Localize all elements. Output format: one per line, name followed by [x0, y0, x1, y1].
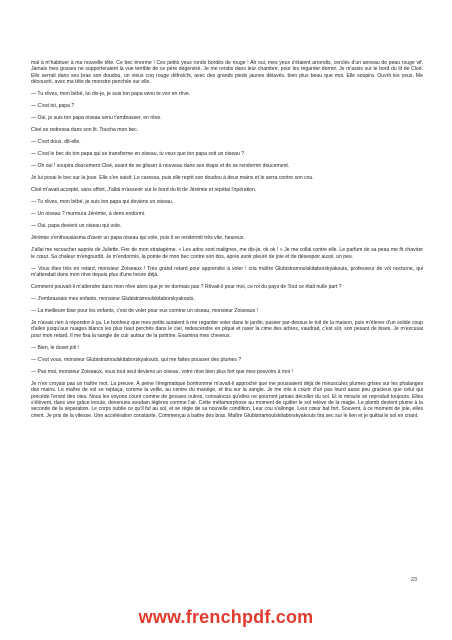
paragraph: — C'est vous, monsieur Glubistramoulskitaborskyakouts, qui me faites pousser des plumes ?	[31, 356, 242, 363]
paragraph: J'allai me recoucher auprès de Juliette. Fier de mon stratagème. « Les ados sont malignes, me dis-je, ok ok ! » Je me collai contre elle. Le parfum de sa peau me fit chavirer le cœur. Sa chaleur m'engourdit. Je m'endormis, la pointe de mon bec contre son dos, après avoir pleuré de joie et de désespoir aussi, un peu.	[31, 247, 423, 260]
paragraph: — C'est toi, papa ?	[31, 103, 75, 110]
paragraph: — Oui, papa devient un oiseau qui vole.	[31, 223, 122, 230]
paragraph: Je n'en croyais pas un traître mot. La preuve. À peine l'énigmatique bonhomme m'avait-il approché que me poussaient déjà de minuscules plumes grises sur les phalanges des mains. Le maître de vol se replaça, comme la veille, au centre du manège, et tira sur la sangle. Je me mis à courir d'un pas lourd aussi peu gracieux que celui qui précède l'envol des oies. Nous les voyons courir comme de grosses outres, convaincus qu'elles ne pourront jamais décoller du sol. Et le miracle se reproduit toujours. Elles s'élèvent, dans une grâce inouïe, devenues soudain légères comme l'air. Cette métamorphose au moment de quitter le sol relève de la magie. Le plomb devient plume à la seconde de la séparation. Le corps oublie ce qu'il fut au sol, et se règle de sa nouvelle condition. Leur cou s'allonge. Leur cœur bat fort. Souvent, à ce moment de joie, elles crient. Je pris de la vitesse. Une accélération constante. Commençai à battre des bras. Maître Glubistramoulskitaborskyakouts tira sec sur le lien et je quittai le sol en criant.	[31, 380, 423, 419]
paragraph: Jérémie s'enthousiasma d'avoir un papa oiseau qui vole, puis il se rendormit très vite, heureux.	[31, 235, 245, 242]
paragraph: — Oui, je suis ton papa oiseau venu t'embrasser, en rêve.	[31, 115, 162, 122]
paragraph: — Oh oui ! soupira doucement Cloé, avant de se glisser à nouveau dans ses draps et de se rendormir doucement.	[31, 163, 290, 170]
paragraph: Je lui posai le bec sur la joue. Elle s'en saisit. Le caressa, puis elle reprit son doudou à deux mains et le serra contre son cou.	[31, 175, 314, 182]
paragraph: — J'embrassais mes enfants, monsieur Glubistramoulskitaborskyakouts.	[31, 296, 195, 303]
paragraph: — C'est le bec de ton papa qui se transforme en oiseau, tu veux que ton papa soit un oiseau ?	[31, 151, 245, 158]
paragraph: Cloé se redressa dans son lit. Toucha mon bec.	[31, 127, 139, 134]
paragraph: Cloé m'avait accepté, sans effort. J'allai m'asseoir sur le bord du lit de Jérémie et répétai l'opération.	[31, 187, 257, 194]
paragraph: — Tu rêves, mon bébé, je suis ton papa qui deviens un oiseau.	[31, 199, 174, 206]
paragraph: — Vous êtes très en retard, monsieur Zoiseaux ! Très grand retard pour apprendre à voler ! cria maître Glubistramoulskitaborskyakouts, professeur de vol nocturne, qui m'attendait dans mon rêve depuis plus d'une heure déjà.	[31, 265, 423, 279]
document-body	[31, 60, 423, 425]
paragraph: mal à m'habituer à ma nouvelle tête. Ce bec énorme ! Ces petits yeux ronds bordés de rouge ! Ah oui, mes yeux s'étaient arrondis, cerclés d'un anneau de peau rouge vif. Jamais mes gosses ne supporteraient la vue terrible de ce père dégénéré. Je me rendis dans leur chambre, pour les regarder dormir. Je m'assis sur le bord du lit de Cloé. Elle serrait dans ses bras son doudou, un vieux coq rouge défraîchi, avec des grands pieds jaunes délavés, bien plus beau que moi. Elle soupira. Ouvrit les yeux. Me découvrit, avec ma tête de monstre penchée sur elle.	[31, 60, 423, 86]
paragraph: — La meilleure bise pour les enfants, c'est de voler pour eux comme un oiseau, monsieur Zoiseaux !	[31, 308, 258, 315]
paragraph: — Tu rêves, mon bébé, lui dis-je, je suis ton papa venu te voir en rêve.	[31, 91, 191, 98]
paragraph: Comment pouvait-il m'attendre dans mon rêve alors que je ne dormais pas ? Rêvait-il pour moi, ce roi du pays de Tout ce était nulle part ?	[31, 284, 342, 291]
paragraph: — C'est doux, dit-elle.	[31, 139, 81, 146]
paragraph: — Pas moi, monsieur Zoiseaux, vous tout seul deviens un oiseau, votre rêve bien plus fort que mes pouvoirs à moi !	[31, 368, 293, 375]
paragraph: — Bien, le duvet joli !	[31, 344, 79, 351]
paragraph: Je n'avais rien à répondre à ça. Le bonheur que mes petits auraient à me regarder voler dans le jardin, passer par-dessus le toit de la maison, puis m'élever d'un solide coup d'ailes jusqu'aux nuages blancs les plus haut perchés dans le ciel, redescendre en piqué et raser la cime des arbres, vaudrait, c'est sûr, son pesant de bises. Je m'excusai pour mon retard. Il me fixa la sangle de cuir autour de la poitrine. Examina mes cheveux.	[31, 320, 423, 339]
watermark-url: www.frenchpdf.com	[138, 607, 314, 627]
paragraph: — Un oiseau ? murmura Jérémie, à demi endormi.	[31, 211, 146, 218]
page-number: 23	[411, 577, 418, 583]
